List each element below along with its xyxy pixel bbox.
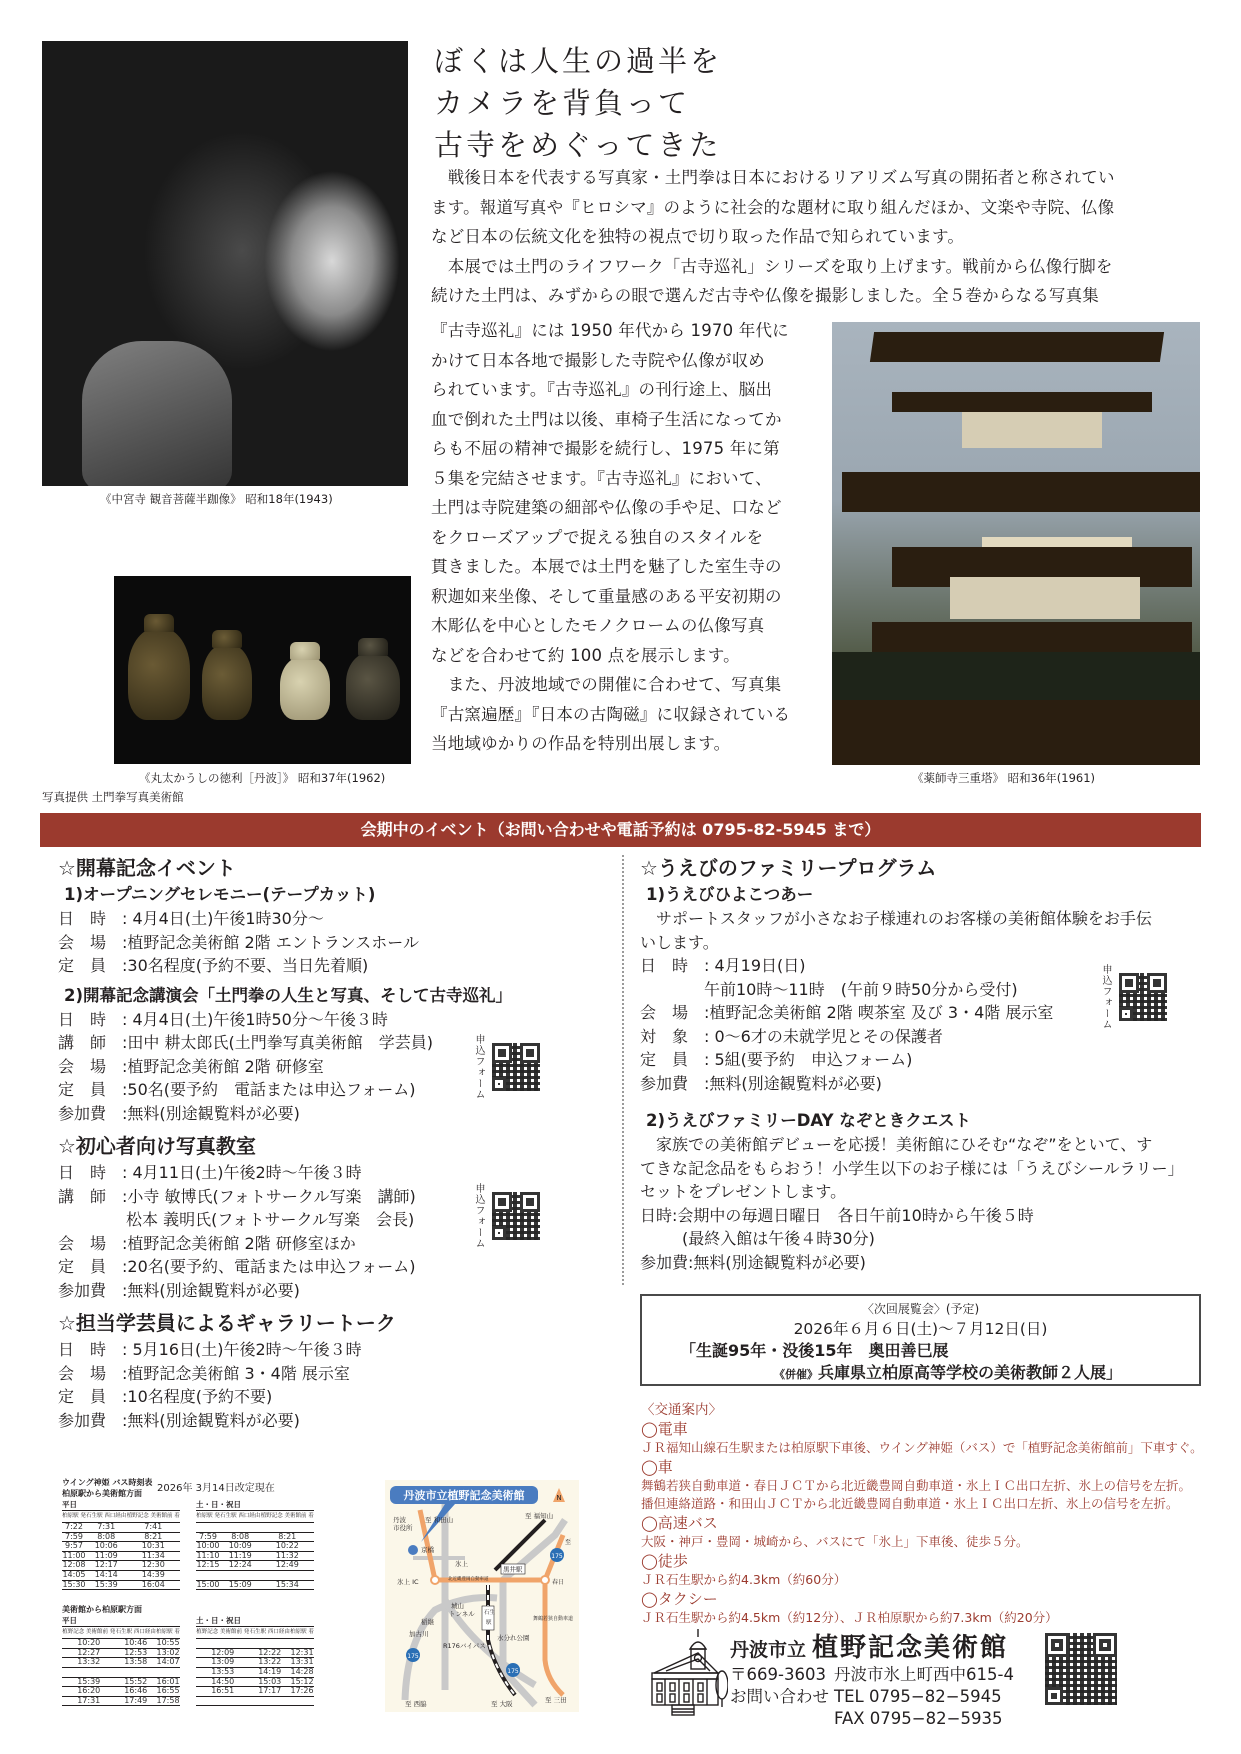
access-detail: 播但連絡道路・和田山ＪＣＴから北近畿豊岡自動車道・氷上ＩＣ出口左折、氷上の信号を左折。: [641, 1496, 1179, 1511]
svg-text:至 福知山: 至 福知山: [525, 1512, 554, 1520]
timetable-title: ウイング神姫 バス時刻表: [62, 1478, 153, 1487]
intro-line: 当地域ゆかりの作品を特別出展します。: [431, 734, 731, 753]
event-row: 対 象 : 0～6才の未就学児とその保護者: [640, 1026, 943, 1046]
timetable-weekday-to-museum: 平日 柏原駅 発 石生駅 西口経由 植野記念 美術館前 着 7:22 7:31 7:41 7:59 8:08 8:21 9:57 10:06 10:31 11:00 11:09 11:34 12:08 12:17 12:30 14:05 14:14 14:39 15:30 15:39 16:04: [62, 1500, 180, 1589]
svg-text:氷上 IC: 氷上 IC: [397, 1578, 419, 1586]
access-detail: ＪＲ福知山線石生駅または柏原駅下車後、ウイング神姫（バス）で「植野記念美術館前」下車すぐ。: [641, 1440, 1203, 1455]
event-row: 参加費 :無料(別途観覧料が必要): [58, 1410, 300, 1430]
event-row: 会 場 :植野記念美術館 3・4階 展示室: [58, 1363, 350, 1383]
museum-building-icon: [648, 1627, 728, 1717]
event-row: 講 師 :田中 耕太郎氏(土門拳写真美術館 学芸員): [58, 1033, 433, 1052]
jars-caption: 《丸太かうしの徳利［丹波］》 昭和37年(1962): [139, 771, 386, 785]
next-exhibition-title: 「生誕95年・没後15年 奥田善巳展: [680, 1341, 949, 1360]
qr-code-icon[interactable]: [1119, 973, 1167, 1021]
intro-line: 『古窯遍歴』『日本の古陶磁』に収録されている: [431, 704, 791, 724]
svg-text:至 西脇: 至 西脇: [405, 1700, 427, 1708]
family-day-desc: てきな記念品をもらおう！小学生以下のお子様には「うえびシールラリー」: [640, 1158, 1184, 1178]
museum-tel[interactable]: TEL 0795−82−5945: [834, 1687, 1002, 1706]
buddha-caption: 《中宮寺 観音菩薩半跏像》 昭和18年(1943): [100, 492, 333, 506]
access-mode-train: ◯電車: [641, 1420, 688, 1438]
next-exhibition-subtitle: 《併催》兵庫県立柏原高等学校の美術教師２人展」: [774, 1363, 1123, 1382]
access-detail: 大阪・神戸・豊岡・城崎から、バスにて「氷上」下車後、徒歩５分。: [641, 1534, 1029, 1549]
qr-code-icon[interactable]: [492, 1043, 540, 1091]
headline-line-3: 古寺をめぐってきた: [434, 128, 722, 162]
family-day-desc: 家族での美術館デビューを応援！美術館にひそむ“なぞ”をといて、す: [640, 1135, 1153, 1154]
section-title-gallery-talk: ☆担当学芸員によるギャラリートーク: [58, 1311, 396, 1335]
svg-text:丹波: 丹波: [393, 1516, 406, 1524]
svg-text:氷上: 氷上: [455, 1560, 468, 1568]
svg-text:N: N: [556, 1494, 562, 1502]
svg-text:至 大阪: 至 大阪: [491, 1700, 513, 1708]
svg-text:駅: 駅: [486, 1620, 492, 1626]
event-row: 参加費 :無料(別途観覧料が必要): [640, 1073, 882, 1093]
events-left-column: [58, 853, 618, 1432]
column-divider: [622, 855, 624, 1285]
svg-text:北近畿豊岡自動車道: 北近畿豊岡自動車道: [448, 1577, 489, 1582]
svg-text:加古川: 加古川: [409, 1630, 429, 1638]
event-row: 日時:会期中の毎週日曜日 各日午前10時から午後５時: [640, 1205, 1034, 1225]
hiyoko-tour-title: 1)うえびひよこつあー: [646, 885, 814, 904]
intro-line: 木彫仏を中心としたモノクロームの仏像写真: [431, 616, 765, 635]
intro-line: 『古寺巡礼』には 1950 年代から 1970 年代に: [431, 321, 789, 340]
access-mode-car: ◯車: [641, 1458, 673, 1476]
svg-text:稲継: 稲継: [421, 1618, 434, 1626]
intro-line: ます。報道写真や『ヒロシマ』のように社会的な題材に取り組んだほか、文楽や寺院、仏像: [431, 197, 1115, 217]
access-mode-walk: ◯徒歩: [641, 1552, 688, 1570]
event-row: 参加費 :無料(別途観覧料が必要): [58, 1103, 300, 1123]
event-row: 日 時 : 5月16日(土)午後2時～午後３時: [58, 1340, 362, 1359]
intro-line: 戦後日本を代表する写真家・土門拳は日本におけるリアリズム写真の開拓者と称されてい: [431, 168, 1115, 187]
timetable-holiday-to-museum: 土・日・祝日 柏原駅 発 石生駅 西口経由 植野記念 美術館前 着 7:59 8:08 8:21 10:00 10:09 10:22 11:10 11:19 11:32 12:15 12:24 12:49 15:00 15:09 15:34: [196, 1500, 314, 1589]
event-row: 定 員 : 5組(要予約 申込フォーム): [640, 1050, 913, 1069]
event-row: 日 時 : 4月4日(土)午後1時50分～午後３時: [58, 1009, 388, 1029]
museum-fax: FAX 0795−82−5935: [834, 1709, 1003, 1728]
events-banner: 会期中のイベント（お問い合わせや電話予約は 0795-82-5945 まで）: [40, 813, 1201, 847]
intro-line: などを合わせて約 100 点を展示します。: [431, 645, 740, 665]
svg-text:市役所: 市役所: [393, 1524, 413, 1532]
intro-line: 本展では土門のライフワーク「古寺巡礼」シリーズを取り上げます。戦前から仏像行脚を: [431, 256, 1113, 276]
svg-text:黒井駅: 黒井駅: [503, 1565, 523, 1574]
event-row: 講 師 :小寺 敏博氏(フォトサークル写楽 講師): [58, 1186, 416, 1206]
intro-line: 続けた土門は、みずからの眼で選んだ古寺や仏像を撮影しました。全５巻からなる写真集: [431, 286, 1099, 305]
next-exhibition-box: [640, 1294, 1201, 1386]
pagoda-caption: 《薬師寺三重塔》 昭和36年(1961): [912, 771, 1096, 785]
event-row: 定 員 :50名(要予約 電話または申込フォーム): [58, 1080, 416, 1099]
svg-text:R176バイパス: R176バイパス: [443, 1642, 486, 1650]
beginner-signup-qr[interactable]: 申込フォーム: [473, 1183, 540, 1249]
headline: [434, 40, 722, 166]
timetable-revised: 2026年 3月14日改定現在: [157, 1483, 275, 1494]
access-detail: 舞鶴若狭自動車道・春日ＪＣＴから北近畿豊岡自動車道・氷上ＩＣ出口左折、氷上の信号を左折。: [641, 1478, 1192, 1493]
photo-credit: 写真提供 土門拳写真美術館: [42, 790, 184, 804]
event-row: (最終入館は午後４時30分): [682, 1229, 875, 1248]
svg-text:175: 175: [407, 1653, 419, 1660]
timetable-holiday-to-station: 土・日・祝日 植野記念 美術館前 発 石生駅 西口経由 柏原駅 着 12:09 12:22 12:31 13:09 13:22 13:31 13:53 14:19 14:28 14:50 15:03 15:12 16:51 17:17 17:26: [196, 1616, 314, 1706]
svg-text:トンネル: トンネル: [449, 1610, 475, 1618]
svg-text:舞鶴若狭自動車道: 舞鶴若狭自動車道: [533, 1616, 574, 1622]
hiyoko-desc: いします。: [640, 932, 719, 952]
event-row: 会 場 :植野記念美術館 2階 喫茶室 及び 3・4階 展示室: [640, 1003, 1054, 1022]
access-heading: 〈交通案内〉: [641, 1402, 722, 1418]
access-map: [385, 1480, 579, 1712]
svg-text:至 和田山: 至 和田山: [425, 1516, 454, 1524]
next-exhibition-label: 〈次回展覧会〉(予定): [861, 1302, 980, 1316]
photo-tokkuri-jars: [114, 576, 411, 764]
headline-line-2: カメラを背負って: [434, 86, 691, 120]
family-day-title: 2)うえびファミリーDAY なぞときクエスト: [646, 1111, 971, 1130]
museum-contact: 〒669-3603 丹波市氷上町西中615-4 お問い合わせ TEL 0795−82−5945 FAX 0795−82−5935: [730, 1665, 1014, 1728]
event-row: 参加費 :無料(別途観覧料が必要): [58, 1280, 300, 1300]
lecture-signup-qr[interactable]: 申込フォーム: [473, 1034, 540, 1100]
events-right-column: [640, 853, 1200, 1274]
family-day-desc: セットをプレゼントします。: [640, 1182, 847, 1201]
intro-paragraph-narrow: [431, 316, 819, 759]
bus-timetable: [62, 1477, 314, 1706]
museum-name: 丹波市立 植野記念美術館: [730, 1633, 1009, 1663]
timetable-direction: 柏原駅から美術館方面: [62, 1489, 142, 1498]
svg-text:至: 至: [565, 1539, 572, 1546]
svg-text:至 三田: 至 三田: [545, 1696, 567, 1704]
event-row: 定 員 :30名程度(予約不要、当日先着順): [58, 956, 369, 975]
event-row: 参加費:無料(別途観覧料が必要): [640, 1252, 866, 1272]
event-row: 会 場 :植野記念美術館 2階 エントランスホール: [58, 932, 419, 952]
timetable-weekday-to-station: 平日 植野記念 美術館前 発 石生駅 西口経由 柏原駅 着 10:20 10:46 10:55 12:27 12:53 13:02 13:32 13:58 14:07 15:39 15:52 16:01 16:20 16:46 16:55 17:31 17:49 17:58: [62, 1616, 180, 1705]
intro-line: られています。『古寺巡礼』の刊行途上、脳出: [431, 380, 773, 399]
intro-line: など日本の伝統文化を独特の視点で切り取った作品で知られています。: [431, 227, 965, 246]
event-row: 日 時 : 4月11日(土)午後2時～午後３時: [58, 1163, 362, 1182]
event-row: 松本 義明氏(フォトサークル写楽 会長): [126, 1210, 415, 1229]
event-row: 会 場 :植野記念美術館 2階 研修室ほか: [58, 1233, 356, 1253]
event-row: 日 時 : 4月4日(土)午後1時30分～: [58, 909, 324, 928]
section-title-family: ☆うえびのファミリープログラム: [640, 856, 937, 880]
next-exhibition-date: 2026年６月６日(土)～７月12日(日): [793, 1320, 1048, 1338]
svg-text:京橋: 京橋: [421, 1546, 434, 1554]
intro-line: 貫きました。本展では土門を魅了した室生寺の: [431, 557, 782, 576]
intro-line: 土門は寺院建築の細部や仏像の手や足、口など: [431, 498, 782, 517]
svg-text:石生: 石生: [484, 1610, 496, 1616]
event-row: 定 員 :10名程度(予約不要): [58, 1387, 273, 1406]
qr-code-icon[interactable]: [1045, 1633, 1117, 1705]
opening-lecture-title: 2)開幕記念講演会「土門拳の人生と写真、そして古寺巡礼」: [64, 985, 513, 1005]
opening-ceremony-title: 1)オープニングセレモニー(テープカット): [64, 885, 376, 904]
qr-code-icon[interactable]: [492, 1192, 540, 1240]
access-mode-highway-bus: ◯高速バス: [641, 1514, 718, 1532]
intro-line: らも不屈の精神で撮影を続行し、1975 年に第: [431, 439, 780, 458]
event-row: 午前10時～11時 (午前９時50分から受付): [704, 979, 1018, 999]
svg-text:175: 175: [551, 1553, 563, 1560]
intro-line: また、丹波地域での開催に合わせて、写真集: [431, 675, 782, 694]
hiyoko-desc: サポートスタッフが小さなお子様連れのお客様の美術館体験をお手伝: [640, 909, 1152, 928]
buddha-hand-shape: [82, 341, 232, 486]
access-detail: ＪＲ石生駅から約4.3km（約60分）: [641, 1572, 847, 1587]
hiyoko-signup-qr[interactable]: 申込フォーム: [1100, 964, 1167, 1030]
museum-qr[interactable]: [1045, 1633, 1117, 1705]
intro-line: ５集を完結させます。『古寺巡礼』において、: [431, 468, 772, 488]
svg-text:春日: 春日: [552, 1579, 565, 1586]
timetable-direction: 美術館から柏原駅方面: [62, 1605, 142, 1615]
intro-line: かけて日本各地で撮影した寺院や仏像が収め: [431, 350, 765, 370]
svg-text:175: 175: [507, 1668, 519, 1675]
svg-text:城山: 城山: [451, 1602, 464, 1610]
access-detail: ＪＲ石生駅から約4.5km（約12分）、ＪＲ柏原駅から約7.3km（約20分）: [641, 1610, 1058, 1625]
access-info: [641, 1402, 1201, 1627]
section-title-opening: ☆開幕記念イベント: [58, 856, 236, 880]
intro-line: をクローズアップで捉える独自のスタイルを: [431, 527, 764, 547]
event-row: 定 員 :20名(要予約、電話または申込フォーム): [58, 1257, 416, 1276]
map-graphic: [385, 1480, 579, 1712]
map-title: 丹波市立植野記念美術館: [403, 1489, 525, 1502]
photo-buddha-statue: [42, 41, 408, 486]
intro-line: 血で倒れた土門は以後、車椅子生活になってか: [431, 409, 782, 429]
intro-paragraph-full: [431, 163, 1201, 311]
access-mode-taxi: ◯タクシー: [641, 1590, 718, 1608]
event-row: 会 場 :植野記念美術館 2階 研修室: [58, 1056, 324, 1076]
section-title-beginner: ☆初心者向け写真教室: [58, 1134, 256, 1158]
svg-text:水分れ公園: 水分れ公園: [497, 1634, 530, 1642]
intro-line: 釈迦如来坐像、そして重量感のある平安初期の: [431, 586, 782, 606]
photo-yakushiji-pagoda: [832, 322, 1200, 765]
headline-line-1: ぼくは人生の過半を: [434, 44, 723, 78]
event-row: 日 時 : 4月19日(日): [640, 956, 806, 975]
